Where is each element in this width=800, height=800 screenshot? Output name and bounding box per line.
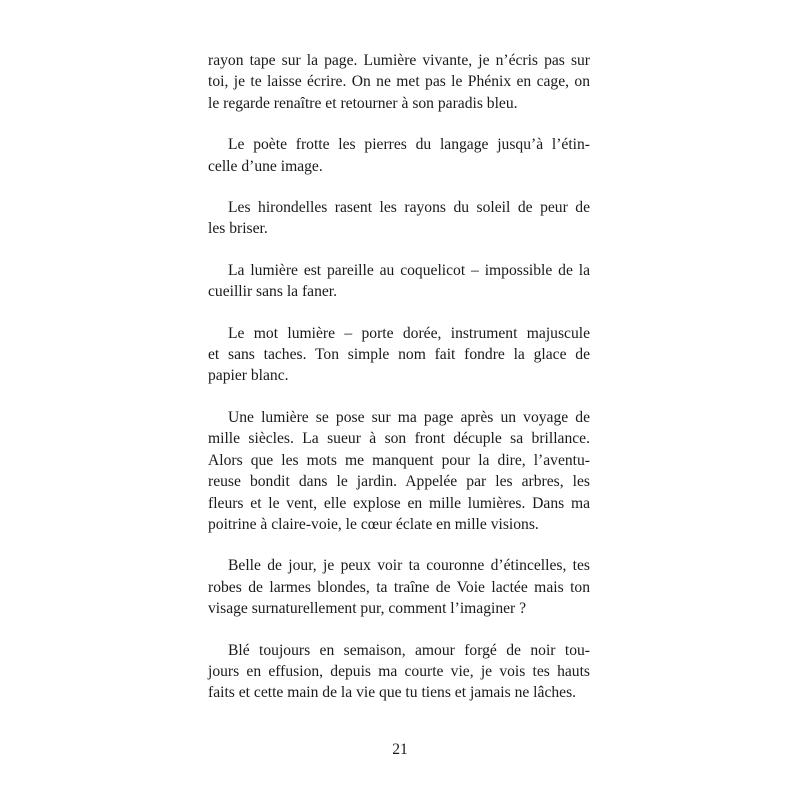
text-line: celle d’une image. <box>208 157 323 175</box>
paragraph <box>208 197 590 240</box>
paragraph <box>208 323 590 387</box>
text-line: Blé toujours en semaison, amour forgé de noir tou- <box>228 641 590 659</box>
text-line: mille siècles. La sueur à son front décuple sa brillance. <box>208 430 590 448</box>
text-line: faits et cette main de la vie que tu tiens et jamais ne lâches. <box>208 684 577 702</box>
text-line: Une lumière se pose sur ma page après un voyage de <box>228 408 590 426</box>
text-line: le regarde renaître et retourner à son paradis bleu. <box>208 94 518 112</box>
paragraph <box>208 555 590 619</box>
paragraph <box>208 407 590 535</box>
paragraph <box>208 260 590 303</box>
text-line: Belle de jour, je peux voir ta couronne d’étincelles, tes <box>228 557 590 575</box>
text-line: fleurs et le vent, elle explose en mille lumières. Dans ma <box>208 494 590 512</box>
text-line: rayon tape sur la page. Lumière vivante, je n’écris pas sur <box>208 52 590 69</box>
text-line: reuse bondit dans le jardin. Appelée par les arbres, les <box>208 473 590 491</box>
body-text <box>208 50 590 724</box>
text-line: visage surnaturellement pur, comment l’imaginer ? <box>208 600 527 618</box>
text-line: cueillir sans la faner. <box>208 283 338 301</box>
text-line: poitrine à claire-voie, le cœur éclate en mille visions. <box>208 515 539 533</box>
text-line: et sans taches. Ton simple nom fait fondre la glace de <box>208 346 590 364</box>
text-line: robes de larmes blondes, ta traîne de Voie lactée mais ton <box>208 578 590 596</box>
text-line: Le poète frotte les pierres du langage jusqu’à l’étin- <box>228 136 590 154</box>
text-line: toi, je te laisse écrire. On ne met pas le Phénix en cage, on <box>208 73 590 91</box>
paragraph <box>208 134 590 177</box>
text-line: Les hirondelles rasent les rayons du soleil de peur de <box>228 199 590 217</box>
text-line: papier blanc. <box>208 367 289 385</box>
text-line: Le mot lumière – porte dorée, instrument majuscule <box>228 324 590 342</box>
page-number: 21 <box>392 741 408 758</box>
text-line: Alors que les mots me manquent pour la dire, l’aventu- <box>208 451 590 469</box>
text-line: les briser. <box>208 220 268 238</box>
text-line: La lumière est pareille au coquelicot – impossible de la <box>228 261 590 279</box>
paragraph <box>208 50 590 114</box>
paragraph <box>208 640 590 704</box>
text-line: jours en effusion, depuis ma courte vie, je vois tes hauts <box>208 662 590 680</box>
